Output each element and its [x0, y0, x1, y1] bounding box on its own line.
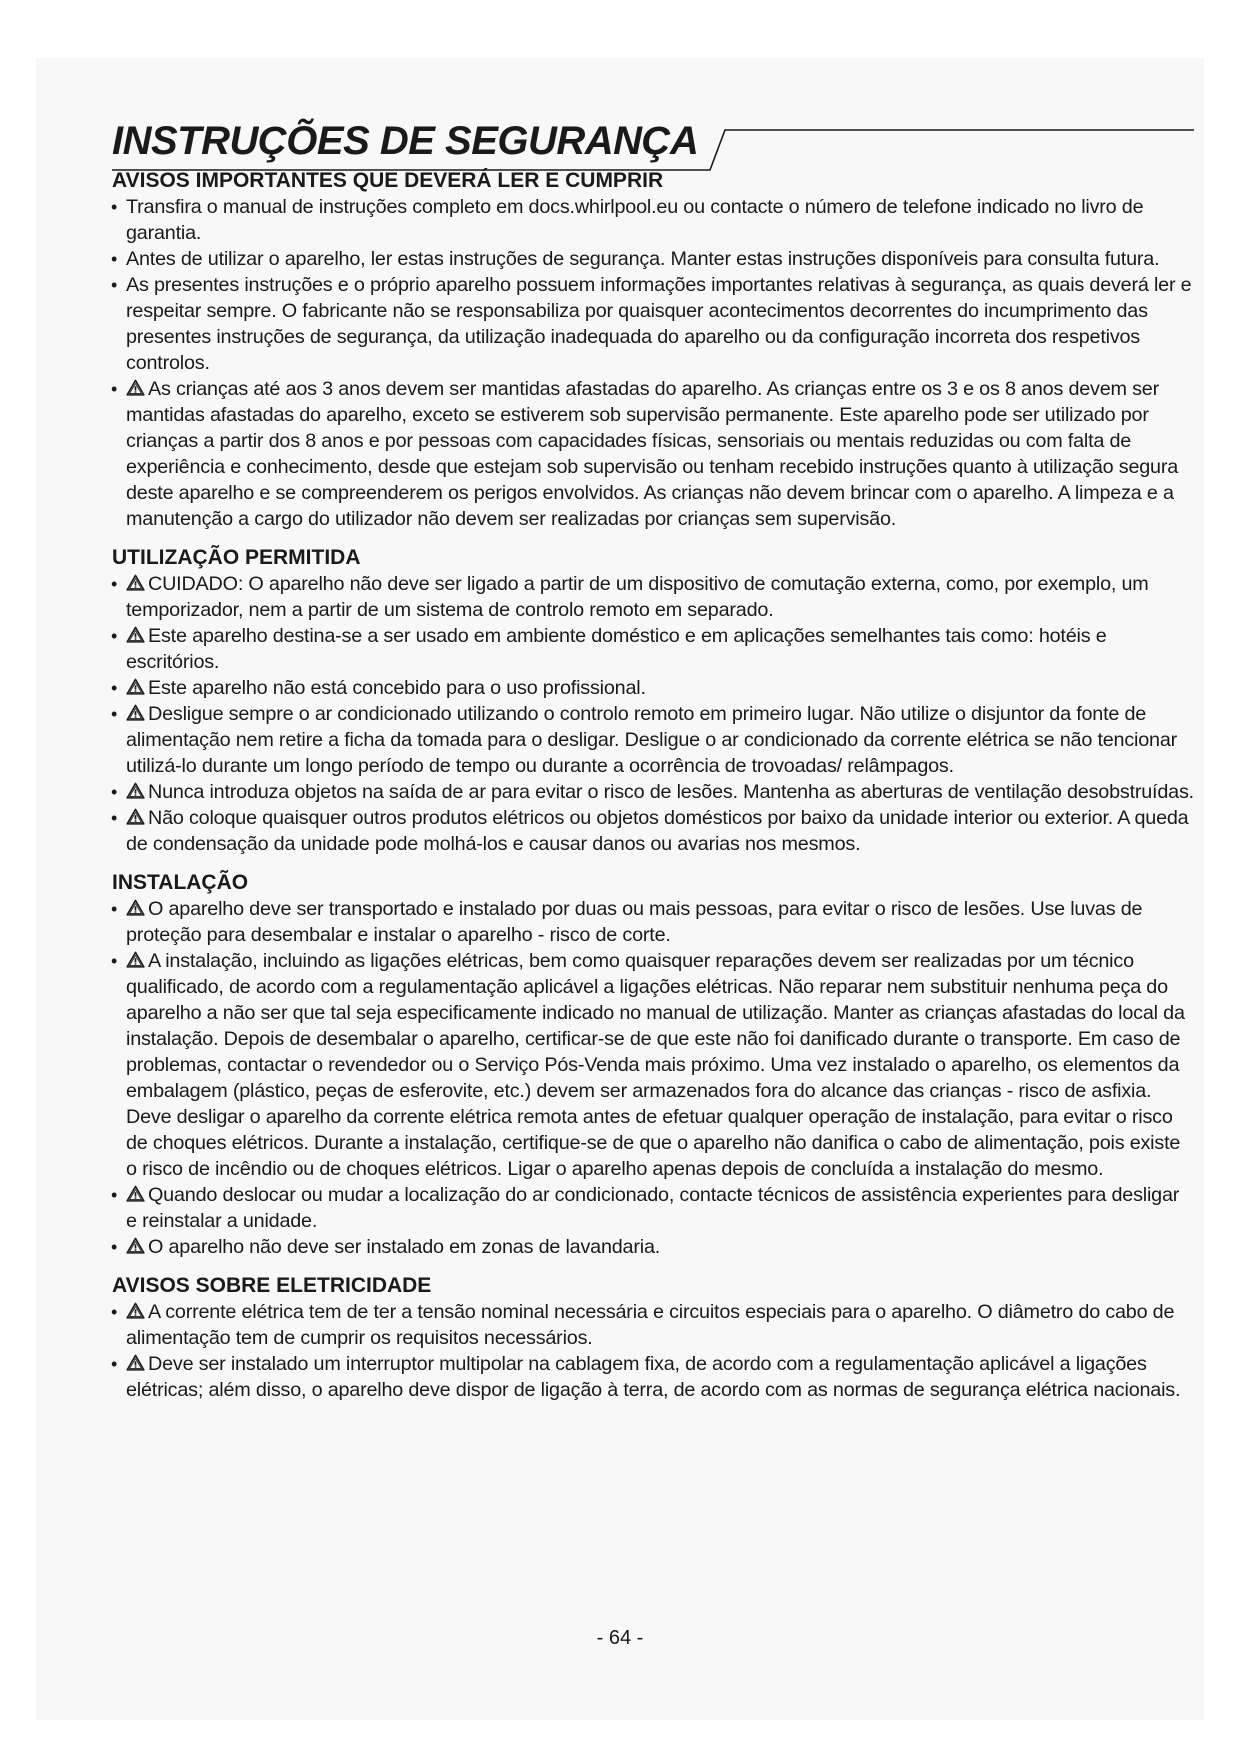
item-text: O aparelho deve ser transportado e instalado por duas ou mais pessoas, para evitar o risco de lesões. Use luvas de proteção para desembalar e instalar o aparelho - risco de corte. — [126, 898, 1143, 946]
bullet-list — [112, 1299, 1194, 1403]
bullet-icon: • — [111, 782, 118, 802]
warning-icon — [126, 897, 145, 914]
list-item — [112, 623, 1194, 675]
bullet-icon: • — [111, 626, 118, 646]
list-item — [112, 701, 1194, 779]
bullet-list — [112, 194, 1194, 532]
section-heading: AVISOS SOBRE ELETRICIDADE — [112, 1274, 432, 1297]
bullet-list — [112, 896, 1194, 1260]
section-heading: AVISOS IMPORTANTES QUE DEVERÁ LER E CUMPRIR — [112, 169, 664, 192]
item-text: As crianças até aos 3 anos devem ser mantidas afastadas do aparelho. As crianças entre os 3 e os 8 anos devem ser mantidas afastadas do aparelho, exceto se estiverem sob supervisão permanente. Este aparelho pode ser utilizado por crianças a partir dos 8 anos e por pessoas com capacidades físicas, sensoriais ou mentais reduzidas ou com falta de experiência e conhecimento, desde que estejam sob supervisão ou tenham recebido instruções quanto à utilização segura deste aparelho e se compreenderem os perigos envolvidos. As crianças não devem brincar com o aparelho. A limpeza e a manutenção a cargo do utilizador não devem ser realizadas por crianças sem supervisão. — [126, 378, 1179, 530]
list-item — [112, 1234, 1194, 1260]
list-item — [112, 779, 1194, 805]
warning-icon — [126, 1183, 145, 1200]
bullet-icon: • — [111, 249, 118, 269]
warning-icon — [126, 780, 145, 797]
section-heading: INSTALAÇÃO — [112, 871, 249, 894]
bullet-icon: • — [111, 574, 118, 594]
bullet-icon: • — [111, 275, 118, 295]
item-text: A corrente elétrica tem de ter a tensão nominal necessária e circuitos especiais para o aparelho. O diâmetro do cabo de alimentação tem de cumprir os requisitos necessários. — [126, 1301, 1175, 1349]
bullet-icon: • — [111, 704, 118, 724]
bullet-icon: • — [111, 197, 118, 217]
section-heading: UTILIZAÇÃO PERMITIDA — [112, 546, 361, 569]
bullet-icon: • — [111, 1354, 118, 1374]
list-item — [112, 376, 1194, 532]
warning-icon — [126, 572, 145, 589]
page-title: INSTRUÇÕES DE SEGURANÇA — [112, 119, 699, 163]
item-text: As presentes instruções e o próprio aparelho possuem informações importantes relativas à segurança, as quais deverá ler e respeitar sempre. O fabricante não se responsabiliza por quaisquer acontecimentos decorrentes do incumprimento das presentes instruções de segurança, da utilização inadequada do aparelho ou da configuração incorreta dos respetivos controlos. — [126, 274, 1192, 374]
title-block — [112, 114, 1194, 168]
warning-icon — [126, 1352, 145, 1369]
document-content — [112, 114, 1194, 1403]
list-item — [112, 246, 1194, 272]
warning-icon — [126, 949, 145, 966]
list-item — [112, 272, 1194, 376]
list-item — [112, 675, 1194, 701]
warning-icon — [126, 1235, 145, 1252]
warning-icon — [126, 624, 145, 641]
item-text: O aparelho não deve ser instalado em zonas de lavandaria. — [148, 1236, 661, 1258]
list-item — [112, 571, 1194, 623]
warning-icon — [126, 1300, 145, 1317]
document-page — [36, 58, 1204, 1720]
warning-icon — [126, 702, 145, 719]
list-item — [112, 1351, 1194, 1403]
bullet-icon: • — [111, 1185, 118, 1205]
item-text: Quando deslocar ou mudar a localização do ar condicionado, contacte técnicos de assistência experientes para desligar e reinstalar a unidade. — [126, 1184, 1180, 1232]
item-text: Não coloque quaisquer outros produtos elétricos ou objetos domésticos por baixo da unidade interior ou exterior. A queda de condensação da unidade pode molhá-los e causar danos ou avarias nos mesmos. — [126, 807, 1189, 855]
list-item — [112, 948, 1194, 1182]
bullet-icon: • — [111, 899, 118, 919]
list-item — [112, 194, 1194, 246]
bullet-icon: • — [111, 1237, 118, 1257]
item-text: Este aparelho não está concebido para o uso profissional. — [148, 677, 646, 699]
item-text: Antes de utilizar o aparelho, ler estas instruções de segurança. Manter estas instruções disponíveis para consulta futura. — [126, 248, 1160, 270]
warning-icon — [126, 676, 145, 693]
warning-icon — [126, 806, 145, 823]
bullet-list — [112, 571, 1194, 857]
title-underline — [112, 114, 1194, 172]
bullet-icon: • — [111, 808, 118, 828]
item-text: Deve ser instalado um interruptor multipolar na cablagem fixa, de acordo com a regulamentação aplicável a ligações elétricas; além disso, o aparelho deve dispor de ligação à terra, de acordo com as normas de segurança elétrica nacionais. — [126, 1353, 1181, 1401]
bullet-icon: • — [111, 951, 118, 971]
page-number: - 64 - — [596, 1627, 644, 1649]
item-text: Desligue sempre o ar condicionado utilizando o controlo remoto em primeiro lugar. Não utilize o disjuntor da fonte de alimentação nem retire a ficha da tomada para o desligar. Desligue o ar condicionado da corrente elétrica se não tencionar utilizá-lo durante um longo período de tempo ou durante a ocorrência de trovoadas/ relâmpagos. — [126, 703, 1178, 777]
list-item — [112, 805, 1194, 857]
warning-icon — [126, 377, 145, 394]
bullet-icon: • — [111, 1302, 118, 1322]
list-item — [112, 1182, 1194, 1234]
item-text: CUIDADO: O aparelho não deve ser ligado a partir de um dispositivo de comutação externa, como, por exemplo, um temporizador, nem a partir de um sistema de controlo remoto em separado. — [126, 573, 1149, 621]
item-text: A instalação, incluindo as ligações elétricas, bem como quaisquer reparações devem ser realizadas por um técnico qualificado, de acordo com a regulamentação aplicável a ligações elétricas. Não reparar nem substituir nenhuma peça do aparelho a não ser que tal seja especificamente indicado no manual de utilização. Manter as crianças afastadas do local da instalação. Depois de desembalar o aparelho, certificar-se de que este não foi danificado durante o transporte. Em caso de problemas, contactar o revendedor ou o Serviço Pós-Venda mais próximo. Uma vez instalado o aparelho, os elementos da embalagem (plástico, peças de esferovite, etc.) devem ser armazenados fora do alcance das crianças - risco de asfixia. Deve desligar o aparelho da corrente elétrica remota antes de efetuar qualquer operação de instalação, para evitar o risco de choques elétricos. Durante a instalação, certifique-se de que o aparelho não danifica o cabo de alimentação, pois existe o risco de incêndio ou de choques elétricos. Ligar o aparelho apenas depois de concluída a instalação do mesmo. — [126, 950, 1185, 1180]
list-item — [112, 896, 1194, 948]
sections-container — [112, 168, 1194, 1403]
item-text: Este aparelho destina-se a ser usado em ambiente doméstico e em aplicações semelhantes tais como: hotéis e escritórios. — [126, 625, 1107, 673]
bullet-icon: • — [111, 379, 118, 399]
list-item — [112, 1299, 1194, 1351]
bullet-icon: • — [111, 678, 118, 698]
item-text: Transfira o manual de instruções completo em docs.whirlpool.eu ou contacte o número de telefone indicado no livro de garantia. — [126, 196, 1144, 244]
item-text: Nunca introduza objetos na saída de ar para evitar o risco de lesões. Mantenha as aberturas de ventilação desobstruídas. — [148, 781, 1194, 803]
